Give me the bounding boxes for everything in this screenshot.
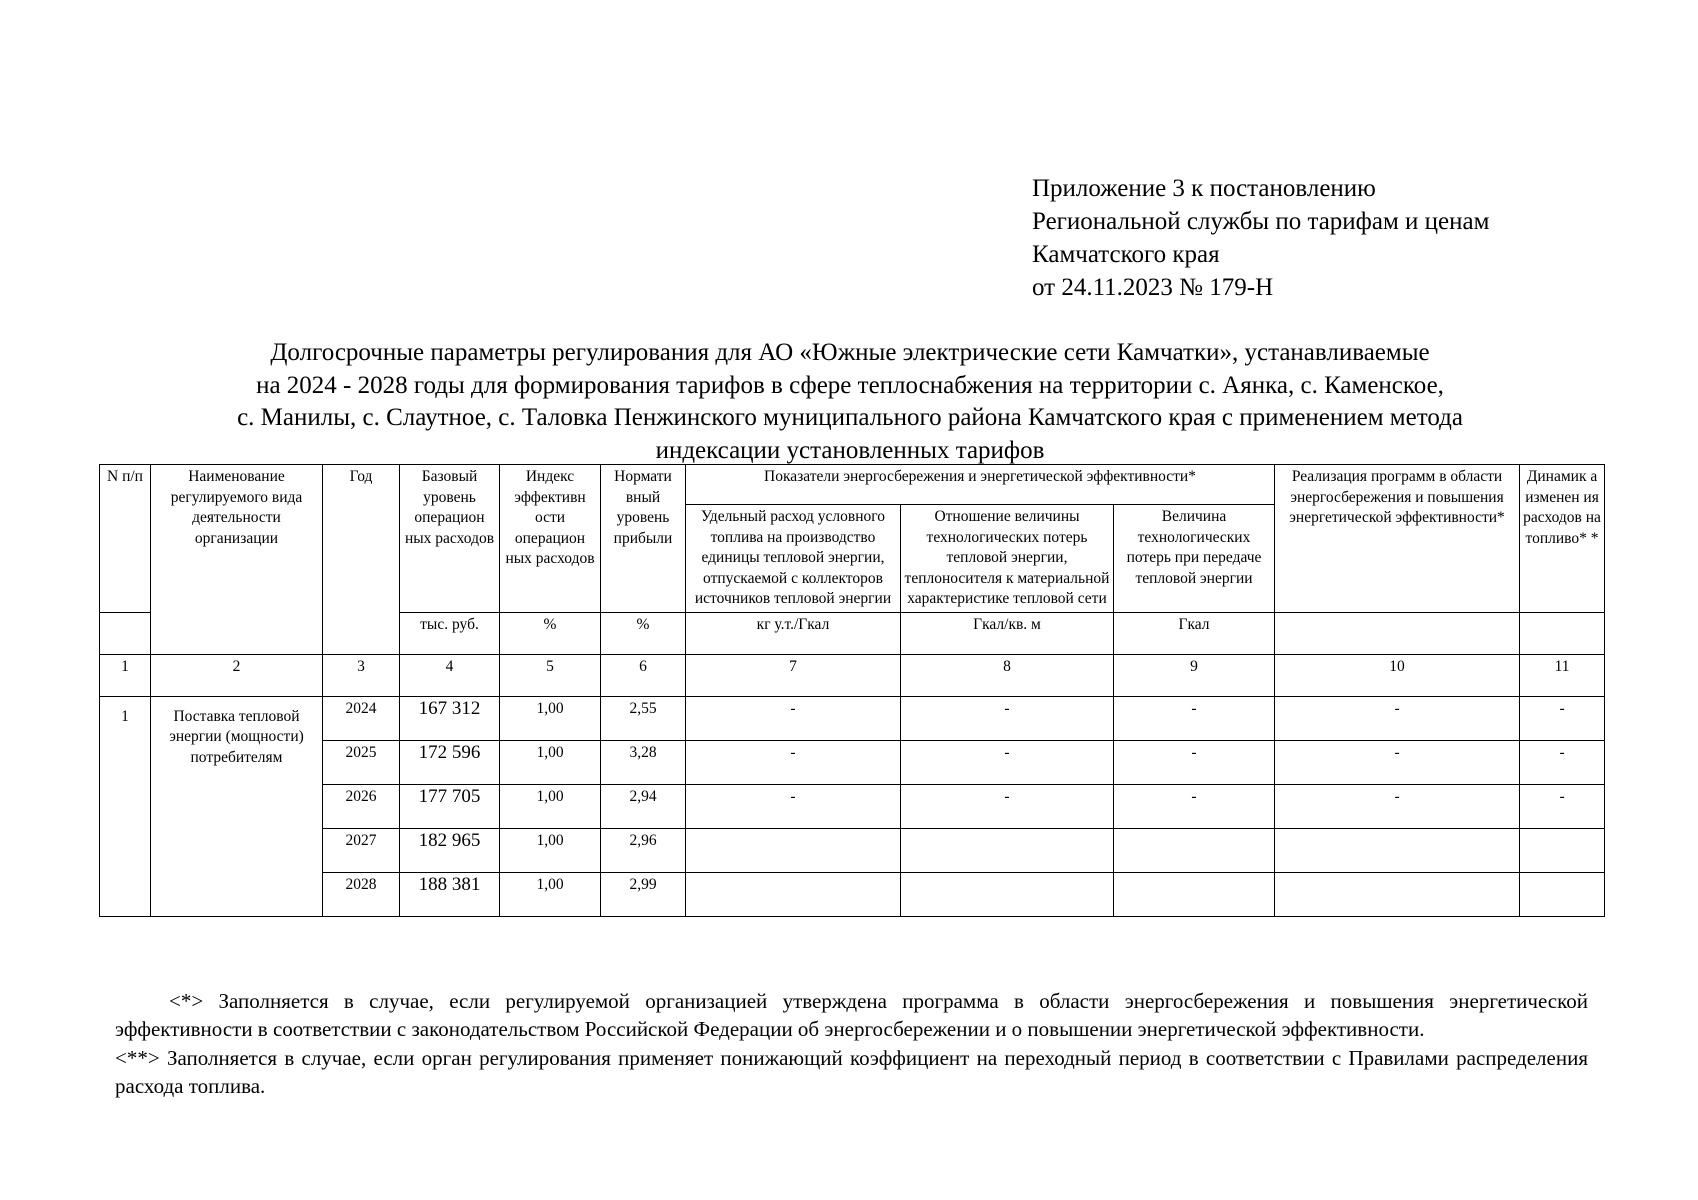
header-base-cost: Базовый уровень операцион ных расходов: [400, 465, 500, 613]
cell-index: 1,00: [500, 784, 601, 828]
cell-index: 1,00: [500, 740, 601, 784]
appendix-line: Приложение 3 к постановлению: [1032, 175, 1376, 202]
header-energy-group: Показатели энергосбережения и энергетической эффективности*: [686, 465, 1275, 505]
activity-name: Поставка тепловой энергии (мощности) потребителям: [151, 696, 323, 916]
cell-fuel-rate: -: [686, 696, 901, 740]
table-row: [100, 828, 1605, 872]
unit-empty: [1275, 612, 1520, 654]
appendix-line: от 24.11.2023 № 179-Н: [1032, 274, 1274, 301]
column-number: 10: [1275, 654, 1520, 696]
cell-loss-value: -: [1114, 740, 1275, 784]
cell-base-cost: 167 312: [400, 696, 500, 740]
column-number: 1: [100, 654, 151, 696]
cell-year: 2027: [323, 828, 400, 872]
cell-fuel-rate: -: [686, 784, 901, 828]
cell-profit: 2,55: [601, 696, 686, 740]
cell-loss-ratio: -: [901, 740, 1114, 784]
header-loss-value: Величина технологических потерь при передаче тепловой энергии: [1114, 505, 1275, 613]
cell-programs: [1275, 872, 1520, 916]
cell-base-cost: 188 381: [400, 872, 500, 916]
footnotes: [115, 987, 1588, 1100]
cell-loss-ratio: -: [901, 696, 1114, 740]
column-number: 7: [686, 654, 901, 696]
cell-fuel-dynamics: -: [1520, 696, 1605, 740]
cell-year: 2025: [323, 740, 400, 784]
column-number: 4: [400, 654, 500, 696]
cell-programs: -: [1275, 740, 1520, 784]
unit-fuel-rate: кг у.т./Гкал: [686, 612, 901, 654]
header-num: N п/п: [100, 465, 151, 613]
row-number: 1: [100, 696, 151, 916]
document-title: [100, 337, 1600, 467]
column-number: 11: [1520, 654, 1605, 696]
cell-profit: 2,94: [601, 784, 686, 828]
cell-fuel-rate: [686, 828, 901, 872]
appendix-line: Региональной службы по тарифам и ценам: [1032, 208, 1490, 235]
cell-year: 2026: [323, 784, 400, 828]
title-line: Долгосрочные параметры регулирования для АО «Южные электрические сети Камчатки», устанавливаемые: [270, 339, 1430, 366]
cell-programs: -: [1275, 696, 1520, 740]
unit-base-cost: тыс. руб.: [400, 612, 500, 654]
column-number: 3: [323, 654, 400, 696]
cell-loss-ratio: [901, 872, 1114, 916]
cell-base-cost: 177 705: [400, 784, 500, 828]
cell-fuel-dynamics: [1520, 872, 1605, 916]
column-number: 5: [500, 654, 601, 696]
cell-loss-value: -: [1114, 784, 1275, 828]
parameters-table: [99, 464, 1605, 917]
table-row: [100, 784, 1605, 828]
cell-year: 2024: [323, 696, 400, 740]
header-year: Год: [323, 465, 400, 655]
unit-empty: [100, 612, 151, 654]
cell-index: 1,00: [500, 872, 601, 916]
column-number: 6: [601, 654, 686, 696]
cell-profit: 2,96: [601, 828, 686, 872]
cell-fuel-rate: [686, 872, 901, 916]
header-activity: Наименование регулируемого вида деятельности организации: [151, 465, 323, 655]
appendix-reference: [1032, 172, 1489, 304]
cell-index: 1,00: [500, 696, 601, 740]
header-fuel-dynamics: Динамик а изменен ия расходов на топливо* *: [1520, 465, 1605, 613]
table-row: [100, 740, 1605, 784]
column-number-row: [100, 654, 1605, 696]
column-number: 8: [901, 654, 1114, 696]
header-efficiency-index: Индекс эффективн ости операцион ных расходов: [500, 465, 601, 613]
cell-profit: 3,28: [601, 740, 686, 784]
title-line: на 2024 - 2028 годы для формирования тарифов в сфере теплоснабжения на территории с. Аянка, с. Каменское,: [256, 371, 1444, 399]
unit-empty: [1520, 612, 1605, 654]
header-row: [100, 465, 1605, 505]
cell-loss-ratio: [901, 828, 1114, 872]
cell-fuel-dynamics: [1520, 828, 1605, 872]
cell-loss-value: [1114, 828, 1275, 872]
table-row: [100, 696, 1605, 740]
unit-loss-ratio: Гкал/кв. м: [901, 612, 1114, 654]
cell-year: 2028: [323, 872, 400, 916]
unit-efficiency-index: %: [500, 612, 601, 654]
footnote-double-asterisk: <**> Заполняется в случае, если орган регулирования применяет понижающий коэффициент на переходный период в соответствии с Правилами распределения расхода топлива.: [115, 1045, 1588, 1098]
unit-loss-value: Гкал: [1114, 612, 1275, 654]
cell-fuel-dynamics: -: [1520, 784, 1605, 828]
appendix-line: Камчатского края: [1032, 241, 1220, 268]
cell-fuel-dynamics: -: [1520, 740, 1605, 784]
header-fuel-rate: Удельный расход условного топлива на производство единицы тепловой энергии, отпускаемой с коллекторов источников тепловой энергии: [686, 505, 901, 613]
column-number: 9: [1114, 654, 1275, 696]
cell-profit: 2,99: [601, 872, 686, 916]
table-row: [100, 872, 1605, 916]
column-number: 2: [151, 654, 323, 696]
footnote-single-asterisk: <*> Заполняется в случае, если регулируемой организацией утверждена программа в области энергосбережения и повышения энергетической эффективности в соответствии с законодательством Российской Федерации об энергосбережении и о повышении энергетической эффективности.: [115, 989, 1588, 1042]
header-loss-ratio: Отношение величины технологических потерь тепловой энергии, теплоносителя к материальной характеристике тепловой сети: [901, 505, 1114, 613]
cell-programs: [1275, 828, 1520, 872]
header-programs: Реализация программ в области энергосбережения и повышения энергетической эффективности*: [1275, 465, 1520, 613]
cell-base-cost: 182 965: [400, 828, 500, 872]
unit-profit: %: [601, 612, 686, 654]
cell-base-cost: 172 596: [400, 740, 500, 784]
cell-index: 1,00: [500, 828, 601, 872]
title-line: индексации установленных тарифов: [655, 436, 1045, 464]
cell-fuel-rate: -: [686, 740, 901, 784]
cell-loss-value: [1114, 872, 1275, 916]
cell-loss-value: -: [1114, 696, 1275, 740]
cell-loss-ratio: -: [901, 784, 1114, 828]
cell-programs: -: [1275, 784, 1520, 828]
title-line: с. Манилы, с. Слаутное, с. Таловка Пенжинского муниципального района Камчатского края с применением метода: [237, 404, 1463, 431]
header-profit: Нормати вный уровень прибыли: [601, 465, 686, 613]
